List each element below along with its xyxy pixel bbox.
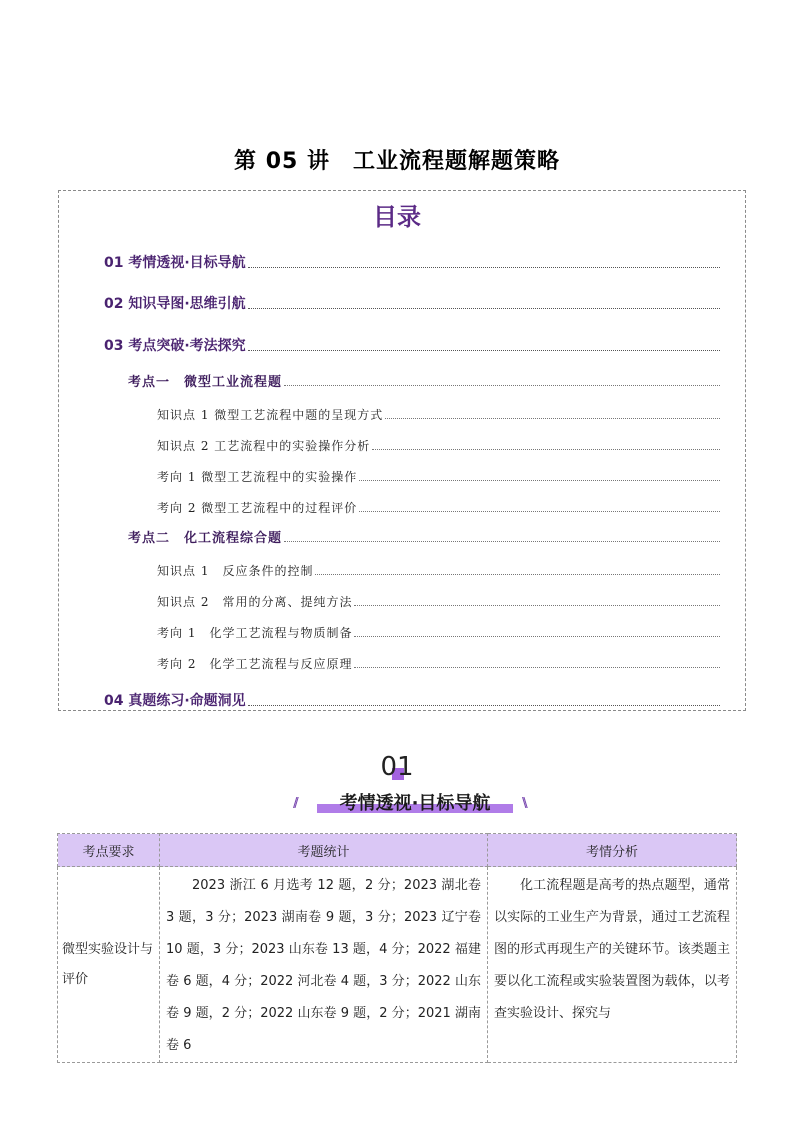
toc-item-point-2[interactable]: 考点二 化工流程综合题 [128,524,720,546]
table-row [58,867,737,1063]
toc-item-knowledge-2-2[interactable]: 知识点 2 常用的分离、提纯方法 [157,588,720,610]
toc-item-direction-2-1[interactable]: 考向 1 化学工艺流程与物质制备 [157,619,720,641]
toc-item-direction-1-1[interactable]: 考向 1 微型工艺流程中的实验操作 [157,463,720,485]
section-number: 01 [380,752,414,782]
section-title: 考情透视·目标导航 [339,793,491,814]
header-statistics: 考题统计 [160,834,488,867]
toc-item-mindmap[interactable]: 02 知识导图·思维引航 [104,291,720,313]
toc-item-direction-2-2[interactable]: 考向 2 化学工艺流程与反应原理 [157,650,720,672]
page-title: 第 05 讲 工业流程题解题策略 [234,149,560,174]
banner-left-slashes: // [293,796,296,811]
toc-item-point-1[interactable]: 考点一 微型工业流程题 [128,368,720,390]
toc-heading: 目录 [373,203,421,231]
exam-analysis-table [57,833,737,1063]
banner-right-slashes: \\ [522,796,525,811]
toc-item-breakthrough[interactable]: 03 考点突破·考法探究 [104,333,720,355]
toc-item-direction-1-2[interactable]: 考向 2 微型工艺流程中的过程评价 [157,494,720,516]
toc-item-knowledge-1-1[interactable]: 知识点 1 微型工艺流程中题的呈现方式 [157,401,720,423]
cell-requirement: 微型实验设计与评价 [58,867,160,1063]
toc-item-knowledge-2-1[interactable]: 知识点 1 反应条件的控制 [157,557,720,579]
toc-item-real-exam[interactable]: 04 真题练习·命题洞见 [104,688,720,710]
header-analysis: 考情分析 [488,834,737,867]
table-header-row [58,834,737,867]
toc-item-knowledge-1-2[interactable]: 知识点 2 工艺流程中的实验操作分析 [157,432,720,454]
cell-analysis: 化工流程题是高考的热点题型，通常以实际的工业生产为背景，通过工艺流程图的形式再现生产的关键环节。该类题主要以化工流程或实验装置图为载体，以考查实验设计、探究与 [488,867,737,1063]
cell-statistics: 2023 浙江 6 月选考 12 题，2 分；2023 湖北卷 3 题，3 分；2023 湖南卷 9 题，3 分；2023 辽宁卷 10 题，3 分；2023 山东卷 13 题，4 分；2022 福建卷 6 题，4 分；2022 河北卷 4 题，3 分；2022 山东卷 9 题，2 分；2022 山东卷 9 题，2 分；2021 湖南卷 6 [160,867,488,1063]
header-requirement: 考点要求 [58,834,160,867]
toc-item-overview[interactable]: 01 考情透视·目标导航 [104,250,720,272]
section-banner [313,789,517,813]
